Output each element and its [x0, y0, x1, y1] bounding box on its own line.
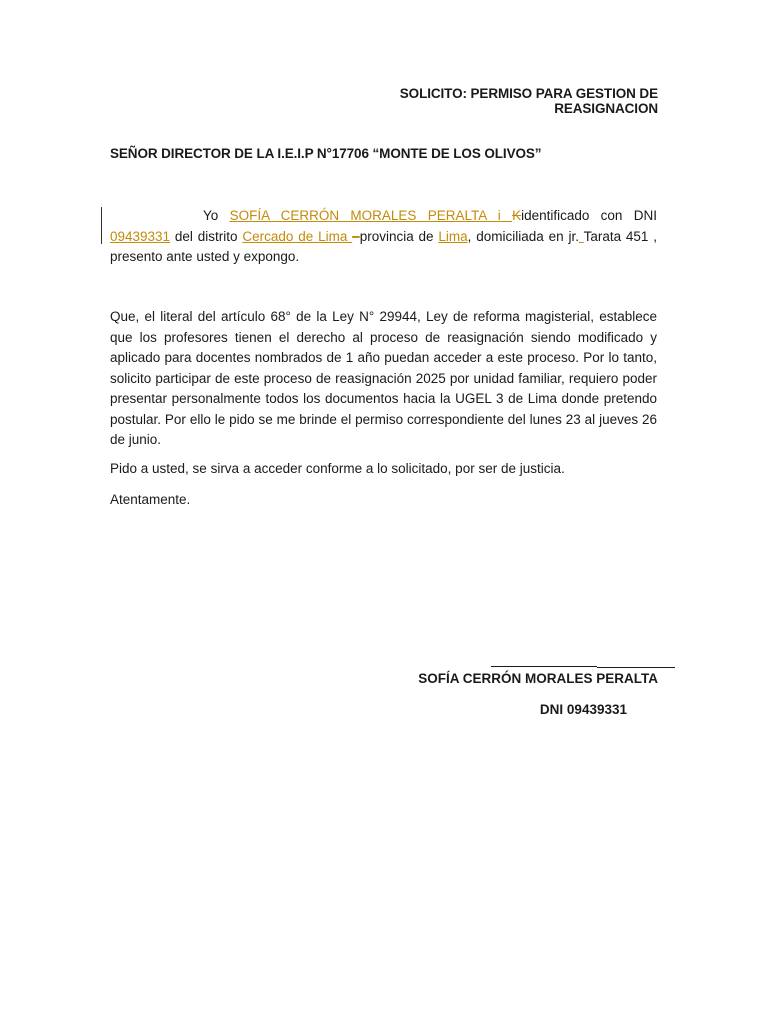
intro-street: Tarata 451 , [583, 228, 658, 244]
intro-domicile: , domiciliada en jr. [467, 228, 579, 244]
revision-change-bar [101, 207, 102, 244]
intro-yo: Yo [203, 208, 230, 223]
signature-name: SOFÍA CERRÓN MORALES PERALTA [418, 671, 658, 686]
intro-paragraph[interactable] [110, 206, 657, 268]
signature-line [491, 666, 597, 667]
tracked-insert-dni[interactable]: 09439331 [110, 228, 171, 244]
tracked-insert-name[interactable]: SOFÍA CERRÓN MORALES PERALTA i [229, 208, 501, 223]
tracked-delete-dash[interactable]: – [352, 228, 360, 244]
subject-line: SOLICITO: PERMISO PARA GESTION DE REASIGNACION [399, 86, 658, 116]
addressee-line: SEÑOR DIRECTOR DE LA I.E.I.P N°17706 “MONTE DE LOS OLIVOS” [110, 146, 542, 161]
tracked-delete-k[interactable]: K [512, 208, 522, 223]
request-paragraph[interactable]: Pido a usted, se sirva a acceder conforme a lo solicitado, por ser de justicia. [110, 461, 565, 476]
tracked-insert-province[interactable]: Lima [438, 228, 468, 244]
tracked-insert-district[interactable]: Cercado de Lima [242, 228, 353, 244]
intro-province-label: provincia de [359, 228, 439, 244]
intro-district-label: del distrito [170, 228, 243, 244]
closing-line[interactable]: Atentamente. [110, 492, 191, 507]
signature-dni: DNI 09439331 [539, 702, 627, 717]
signature-line-extension [597, 667, 675, 668]
intro-identified: identificado con DNI [521, 208, 657, 223]
tracked-insert-space[interactable] [501, 208, 512, 223]
main-paragraph[interactable]: Que, el literal del artículo 68° de la Ley N° 29944, Ley de reforma magisterial, establece que los profesores tienen el derecho al proceso de reasignación siendo modificado y aplicado para docentes nombrados de 1 año puedan acceder a este proceso. Por lo tanto, solicito participar de este proceso de reasignación 2025 por unidad familiar, requiero poder presentar personalmente todos los documentos hacia la UGEL 3 de Lima donde pretendo postular. Por ello le pido se me brinde el permiso correspondiente del lunes 23 al jueves 26 de junio. [110, 309, 657, 447]
intro-closing: presento ante usted y expongo. [110, 249, 300, 264]
